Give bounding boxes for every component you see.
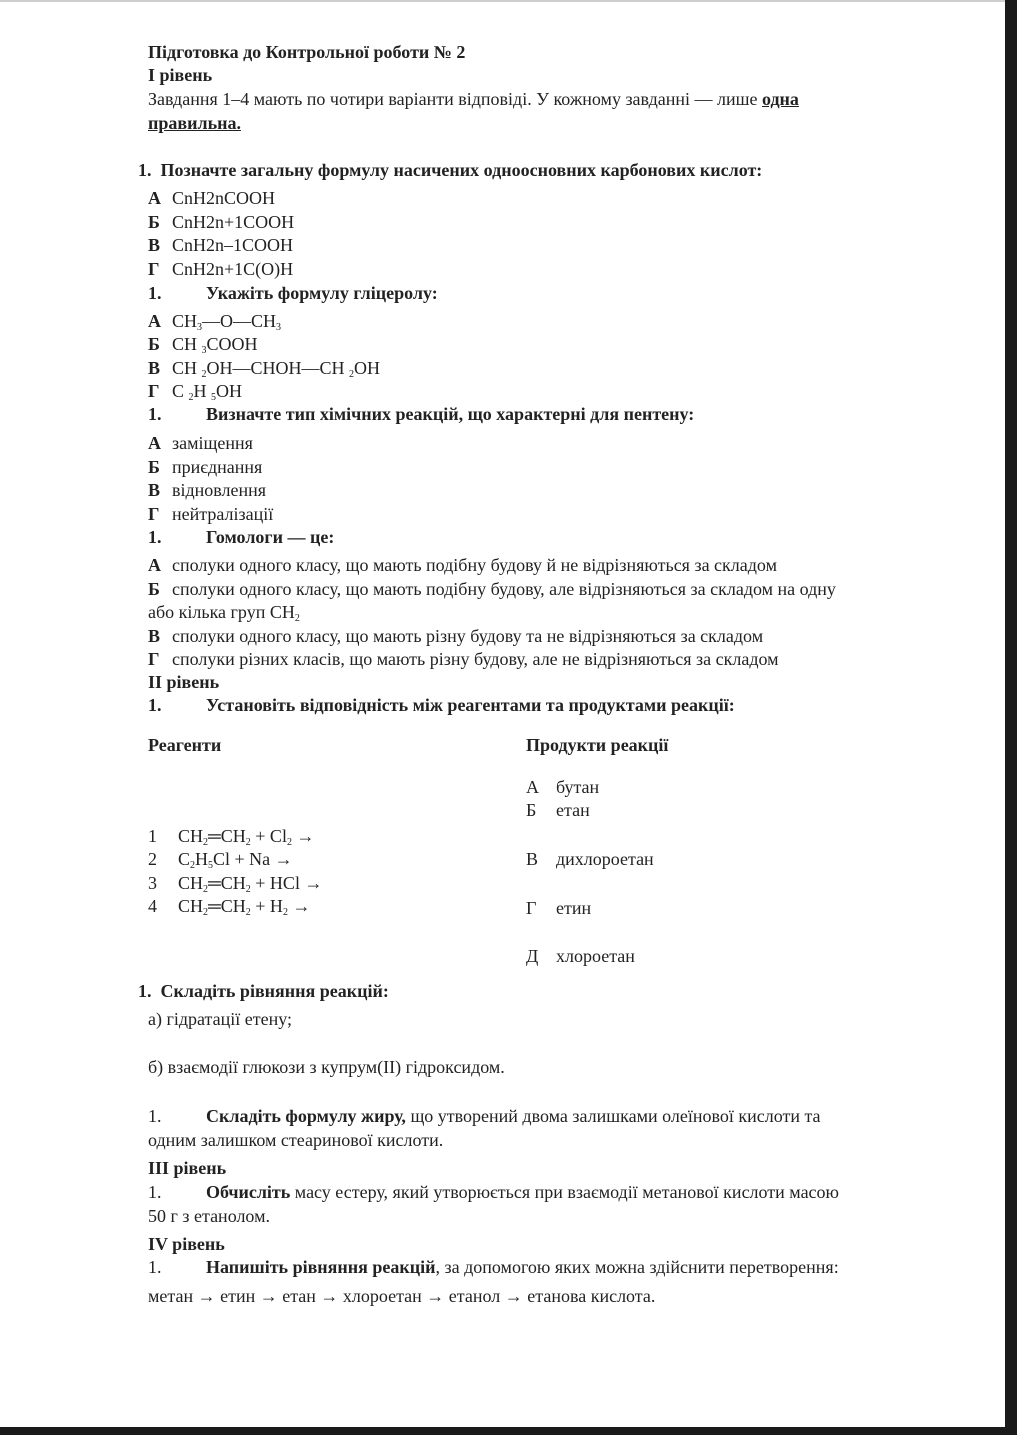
product-text: етин — [556, 898, 592, 918]
option-letter: В — [148, 626, 161, 646]
question-9 — [148, 1256, 839, 1278]
option-letter: Б — [148, 457, 160, 477]
formula-subscript: 5 — [211, 392, 217, 403]
formula-subscript: 2 — [286, 837, 292, 848]
option-letter: А — [148, 555, 161, 575]
q4-option-b — [148, 578, 836, 600]
q4-option-c — [148, 625, 763, 647]
reagent-1 — [148, 825, 314, 847]
question-3 — [148, 403, 694, 425]
question-3-number: 1. — [148, 404, 162, 424]
product-text: хлороетан — [556, 946, 635, 966]
option-text: приєднання — [172, 457, 263, 477]
reagent-2 — [148, 848, 293, 870]
question-2-text: Укажіть формулу гліцеролу: — [206, 283, 438, 303]
formula-part: H — [195, 849, 209, 869]
products-header: Продукти реакції — [526, 735, 669, 755]
formula-subscript: 3 — [201, 345, 207, 356]
formula-part: OH—CHOH—CH — [206, 358, 350, 378]
product-c — [526, 848, 654, 870]
formula-part: CH — [172, 311, 198, 331]
q3-option-d — [148, 503, 273, 525]
formula-subscript: 3 — [276, 322, 282, 333]
level-4-heading: IV рівень — [148, 1234, 225, 1254]
intro-emphasis-line2: правильна. — [148, 113, 241, 133]
reagents-header: Реагенти — [148, 735, 222, 755]
product-text: етан — [556, 800, 590, 820]
option-letter: Г — [148, 259, 160, 279]
formula-part: CH — [172, 334, 202, 354]
question-7-text: що утворений двома залишками олеїнової кислоти та — [405, 1106, 821, 1126]
formula-part: —O—CH — [202, 311, 277, 331]
formula-subscript: 2 — [188, 392, 194, 403]
formula-part: ═CH — [208, 873, 246, 893]
formula-subscript: 2 — [349, 369, 355, 380]
option-text: відновлення — [172, 480, 267, 500]
option-text: сполуки одного класу, що мають подібну будову й не відрізняються за складом — [172, 555, 777, 575]
formula-subscript: 2 — [203, 837, 209, 848]
formula-subscript: 2 — [245, 884, 251, 895]
reagent-4 — [148, 895, 310, 917]
formula-part: + H — [250, 896, 283, 916]
question-9-number: 1. — [148, 1257, 162, 1277]
question-1 — [138, 159, 762, 181]
formula-subscript: 5 — [208, 860, 214, 871]
q3-option-c — [148, 479, 266, 501]
option-letter: Б — [148, 579, 160, 599]
formula-subscript: 2 — [190, 860, 196, 871]
formula-part: COOH — [206, 334, 258, 354]
q2-option-c — [148, 357, 380, 379]
question-2-number: 1. — [148, 283, 162, 303]
product-text: бутан — [556, 777, 600, 797]
question-6-part-b: б) взаємодії глюкози з купрум(ІІ) гідроксидом. — [148, 1057, 505, 1077]
product-a — [526, 776, 599, 798]
formula-part: C — [178, 849, 191, 869]
level-3-heading: ІІІ рівень — [148, 1158, 227, 1178]
question-9-text: , за допомогою яких можна здійснити перетворення: — [435, 1257, 839, 1277]
intro-text: Завдання 1–4 мають по чотири варіанти відповіді. У кожному завданні — лише — [148, 89, 762, 109]
question-4 — [148, 526, 334, 548]
question-2 — [148, 282, 438, 304]
option-letter: А — [148, 311, 161, 331]
formula-subscript: 2 — [201, 369, 207, 380]
option-text: сполуки різних класів, що мають різну будову, але не відрізняються за складом — [172, 649, 779, 669]
q3-option-b — [148, 456, 262, 478]
q2-option-a — [148, 310, 281, 332]
question-9-line2: метан → етин → етан → хлороетан → етанол → етанова кислота. — [148, 1286, 656, 1306]
option-text: сполуки одного класу, що мають різну будову та не відрізняються за складом — [172, 626, 764, 646]
formula-part: CH — [178, 826, 204, 846]
option-text: сполуки одного класу, що мають подібну будову, але відрізняються за складом на одну — [172, 579, 836, 599]
question-8-number: 1. — [148, 1182, 162, 1202]
formula-part: C — [172, 381, 189, 401]
question-5-text: Установіть відповідність між реагентами та продуктами реакції: — [206, 695, 735, 715]
product-letter: Б — [526, 800, 537, 820]
formula-part: + HCl → — [250, 873, 323, 893]
option-letter: В — [148, 358, 161, 378]
question-7 — [148, 1105, 821, 1127]
option-letter: А — [148, 433, 161, 453]
formula-part: H — [193, 381, 212, 401]
question-6 — [138, 980, 389, 1002]
product-text: дихлороетан — [556, 849, 654, 869]
product-e — [526, 945, 635, 967]
option-text: або кілька груп CH — [148, 602, 295, 622]
reagent-number: 3 — [148, 873, 157, 893]
formula-subscript: 3 — [197, 322, 203, 333]
question-8-text: масу естеру, який утворюється при взаємодії метанової кислоти масою — [290, 1182, 839, 1202]
formula-part: + Cl — [250, 826, 287, 846]
option-text: CnH2nCOOH — [172, 188, 276, 208]
question-8 — [148, 1181, 839, 1203]
option-letter: В — [148, 235, 161, 255]
product-d — [526, 897, 591, 919]
product-letter: Д — [526, 946, 539, 966]
formula-part: ═CH — [208, 896, 246, 916]
question-7-number: 1. — [148, 1106, 162, 1126]
formula-part: OH — [216, 381, 243, 401]
question-8-line2: 50 г з етанолом. — [148, 1206, 270, 1226]
q4-option-a — [148, 554, 777, 576]
formula-part: → — [291, 826, 315, 846]
option-text: CnH2n+1COOH — [172, 212, 295, 232]
product-letter: В — [526, 849, 539, 869]
question-7-line2: одним залишком стеаринової кислоти. — [148, 1130, 444, 1150]
product-letter: А — [526, 777, 539, 797]
q2-option-b — [148, 333, 258, 355]
reagent-3 — [148, 872, 322, 894]
formula-subscript: 2 — [245, 907, 251, 918]
top-divider — [0, 0, 1005, 2]
question-6-part-a: а) гідратації етену; — [148, 1009, 292, 1029]
reagent-number: 4 — [148, 896, 157, 916]
question-4-text: Гомологи — це: — [206, 527, 335, 547]
product-letter: Г — [526, 898, 537, 918]
question-3-text: Визначте тип хімічних реакцій, що характерні для пентену: — [206, 404, 695, 424]
formula-part: CH — [172, 358, 202, 378]
question-6-number: 1. — [138, 981, 152, 1001]
option-letter: Г — [148, 381, 160, 401]
reagent-number: 1 — [148, 826, 157, 846]
formula-part: CH — [178, 873, 204, 893]
level-1-intro — [148, 88, 799, 110]
question-5-number: 1. — [148, 695, 162, 715]
option-letter: А — [148, 188, 161, 208]
question-8-bold: Обчисліть — [206, 1182, 291, 1202]
level-2-heading: ІІ рівень — [148, 672, 220, 692]
option-text: CnH2n+1C(O)H — [172, 259, 294, 279]
q1-option-d — [148, 258, 293, 280]
document-title: Підготовка до Контрольної роботи № 2 — [148, 42, 466, 62]
option-text: CnH2n–1COOH — [172, 235, 294, 255]
question-1-text: Позначте загальну формулу насичених одноосновних карбонових кислот: — [160, 160, 763, 180]
formula-part: ═CH — [208, 826, 246, 846]
option-letter: Г — [148, 504, 160, 524]
formula-subscript: 2 — [282, 907, 288, 918]
formula-subscript: 2 — [203, 884, 209, 895]
option-letter: Б — [148, 334, 160, 354]
question-5 — [148, 694, 735, 716]
option-letter: Г — [148, 649, 160, 669]
formula-part: CH — [178, 896, 204, 916]
q1-option-c — [148, 234, 293, 256]
level-1-heading: І рівень — [148, 65, 213, 85]
question-6-text: Складіть рівняння реакцій: — [160, 981, 389, 1001]
q2-option-d — [148, 380, 242, 402]
q4-option-d — [148, 648, 779, 670]
formula-part: OH — [354, 358, 381, 378]
intro-emphasis: одна — [761, 89, 799, 109]
question-7-bold: Складіть формулу жиру, — [206, 1106, 406, 1126]
formula-subscript: 2 — [203, 907, 209, 918]
product-b — [526, 799, 590, 821]
formula-part: → — [287, 896, 311, 916]
option-text: заміщення — [172, 433, 253, 453]
q4-option-b-line2 — [148, 601, 300, 623]
formula-subscript: 2 — [245, 837, 251, 848]
q1-option-a — [148, 187, 275, 209]
formula-subscript: 2 — [294, 613, 300, 624]
reagent-number: 2 — [148, 849, 157, 869]
question-9-bold: Напишіть рівняння реакцій — [206, 1257, 436, 1277]
option-text: нейтралізації — [172, 504, 274, 524]
option-letter: В — [148, 480, 161, 500]
q1-option-b — [148, 211, 294, 233]
formula-part: Cl + Na → — [213, 849, 293, 869]
question-1-number: 1. — [138, 160, 152, 180]
question-4-number: 1. — [148, 527, 162, 547]
option-letter: Б — [148, 212, 160, 232]
q3-option-a — [148, 432, 253, 454]
